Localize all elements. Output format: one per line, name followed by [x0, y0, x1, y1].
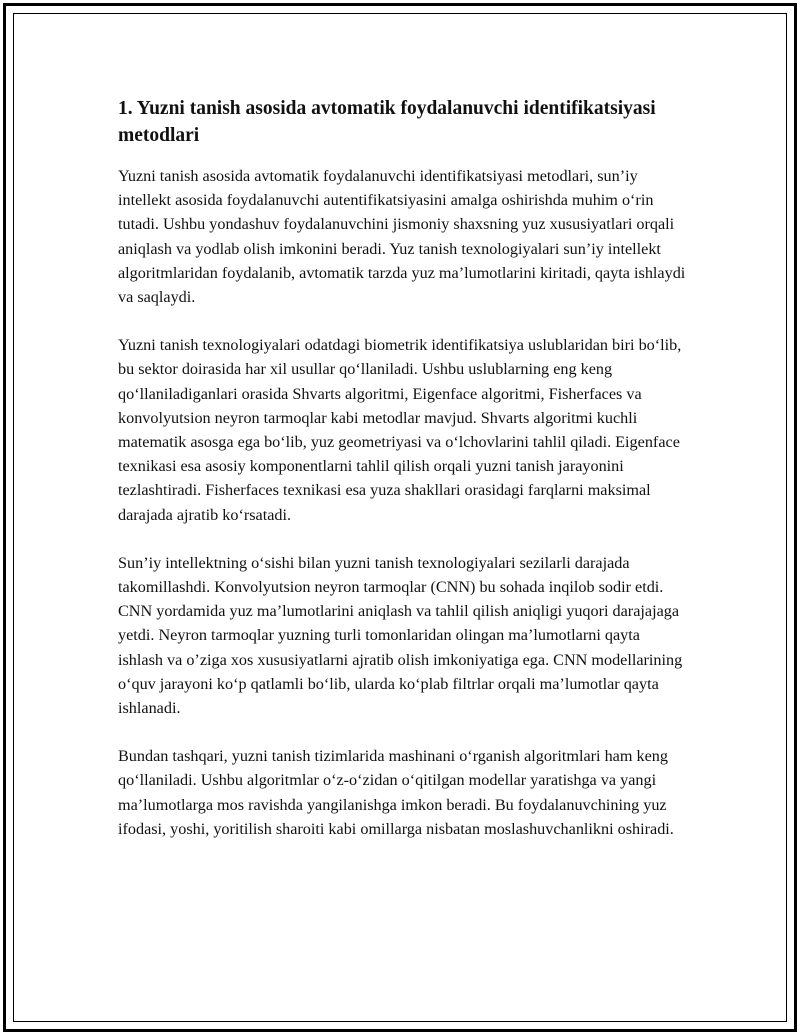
paragraph-3: Sun’iy intellektning o‘sishi bilan yuzni tanish texnologiyalari sezilarli darajada takomillashdi. Konvolyutsion neyron tarmoqlar (CNN) bu sohada inqilob sodir etdi. CNN yordamida yuz ma’lumotlarini aniqlash va tahlil qilish aniqligi yuqori darajajaga yetdi. Neyron tarmoqlar yuzning turli tomonlaridan olingan ma’lumotlarni qayta ishlash va o’ziga xos xususiyatlarni ajratib olish imkoniyatiga ega. CNN modellarining o‘quv jarayoni ko‘p qatlamli bo‘lib, ularda ko‘plab filtrlar orqali ma’lumotlar qayta ishlanadi.	[118, 553, 683, 718]
section-title: 1. Yuzni tanish asosida avtomatik foydalanuvchi identifikatsiyasi metodlari	[118, 98, 656, 146]
document-body	[118, 95, 688, 865]
paragraph-4: Bundan tashqari, yuzni tanish tizimlarida mashinani o‘rganish algoritmlari ham keng qo‘llaniladi. Ushbu algoritmlar o‘z-o‘zidan o‘qitilgan modellar yaratishga va yangi ma’lumotlarga mos ravishda yangilanishga imkon beradi. Bu foydalanuvchining yuz ifodasi, yoshi, yoritilish sharoiti kabi omillarga nisbatan moslashuvchanlikni oshiradi.	[118, 747, 674, 838]
paragraph-2: Yuzni tanish texnologiyalari odatdagi biometrik identifikatsiya uslublaridan biri bo‘lib, bu sektor doirasida har xil usullar qo‘llaniladi. Ushbu uslublarning eng keng qo‘llaniladiganlari orasida Shvarts algoritmi, Eigenface algoritmi, Fisherfaces va konvolyutsion neyron tarmoqlar kabi metodlar mavjud. Shvarts algoritmi kuchli matematik asosga ega bo‘lib, yuz geometriyasi va o‘lchovlarini tahlil qiladi. Eigenface texnikasi esa asosiy komponentlarni tahlil qilish orqali yuzni tanish jarayonini tezlashtiradi. Fisherfaces texnikasi esa yuza shakllari orasidagi farqlarni maksimal darajada ajratib ko‘rsatadi.	[118, 336, 682, 524]
paragraph-1: Yuzni tanish asosida avtomatik foydalanuvchi identifikatsiyasi metodlari, sun’iy intellekt asosida foydalanuvchi autentifikatsiyasini amalga oshirishda muhim o‘rin tutadi. Ushbu yondashuv foydalanuvchini jismoniy shaxsning yuz xususiyatlari orqali aniqlash va yodlab olish imkonini beradi. Yuz tanish texnologiyalari sun’iy intellekt algoritmlaridan foydalanib, avtomatik tarzda yuz ma’lumotlarini kiritadi, qayta ishlaydi va saqlaydi.	[118, 167, 686, 307]
